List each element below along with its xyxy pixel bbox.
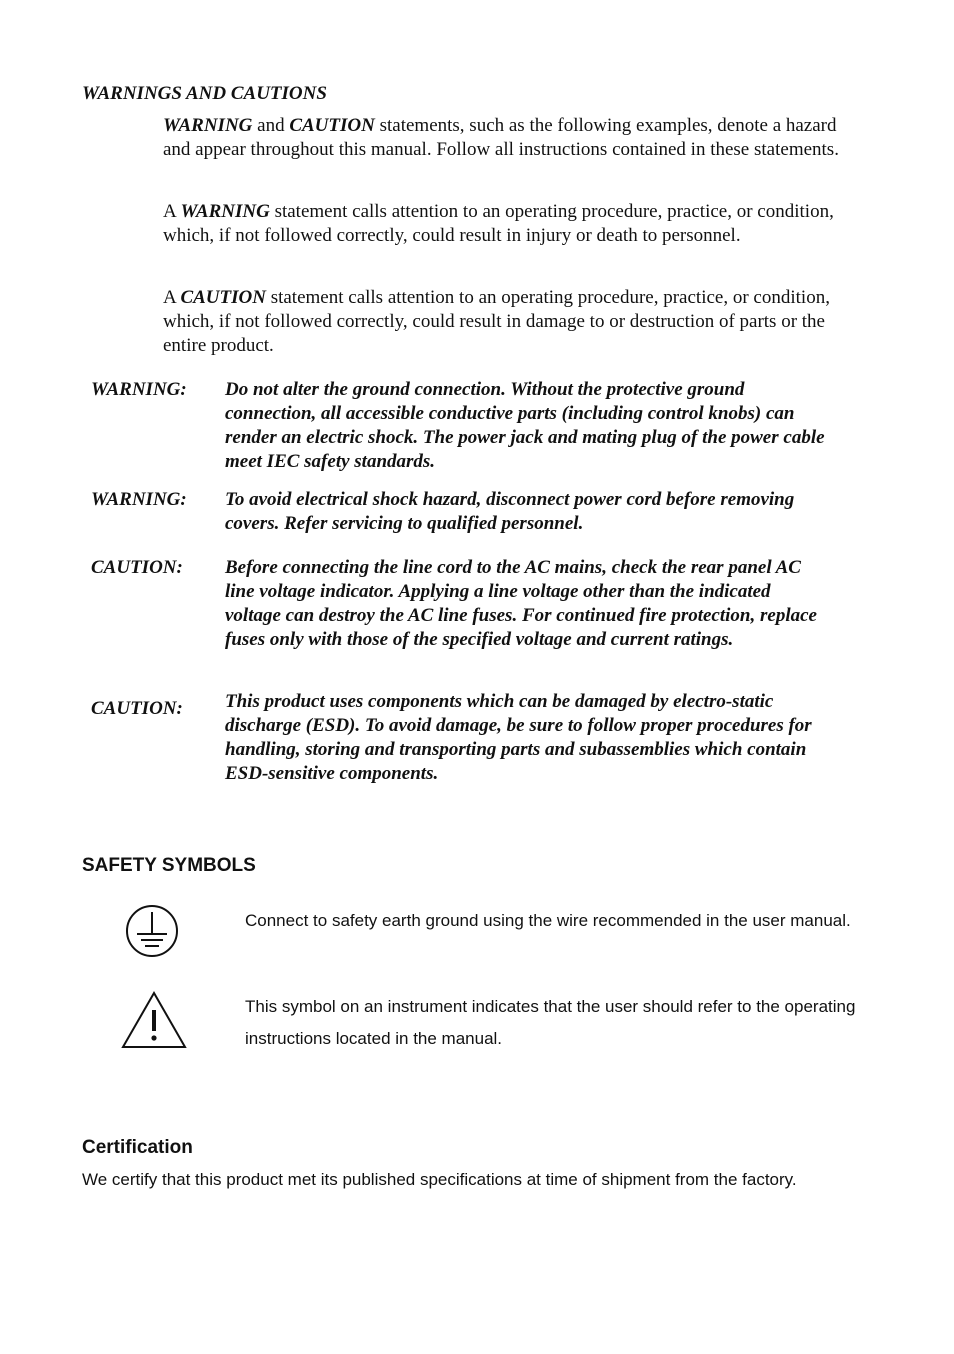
note-text: This product uses components which can be damaged by electro-static discharge (ESD). To avoid damage, be sure to follow proper procedures for handling, storing and transporting parts and subassemblies which contain ESD-sensitive components. — [225, 691, 812, 784]
earth-ground-description: Connect to safety earth ground using the wire recommended in the user manual. — [245, 911, 851, 930]
safety-symbols-heading: SAFETY SYMBOLS — [82, 855, 256, 876]
earth-ground-icon — [124, 904, 182, 964]
certification-text: We certify that this product met its published specifications at time of shipment from the factory. — [82, 1170, 797, 1189]
intro-paragraph — [163, 114, 868, 162]
note-text: Do not alter the ground connection. Without the protective ground connection, all accessible conductive parts (including control knobs) can render an electric shock. The power jack and mating plug of the power cable meet IEC safety standards. — [225, 379, 825, 472]
note-label: CAUTION: — [91, 698, 183, 719]
caution-def-a: A — [163, 287, 181, 308]
warning-symbol-description: This symbol on an instrument indicates that the user should refer to the operating instructions located in the manual. — [245, 997, 856, 1048]
note-label: WARNING: — [91, 379, 187, 400]
note-text: Before connecting the line cord to the AC mains, check the rear panel AC line voltage indicator. Applying a line voltage other than the indicated voltage can destroy the AC line fuses. For continued fire protection, replace fuses only with those of the specified voltage and current ratings. — [225, 557, 817, 650]
warning-def-rest: statement calls attention to an operating procedure, practice, or condition, which, if not followed correctly, could result in injury or death to personnel. — [163, 201, 834, 246]
caution-definition — [163, 286, 868, 358]
warning-definition — [163, 200, 868, 248]
warning-def-a: A — [163, 201, 181, 222]
certification-heading: Certification — [82, 1137, 193, 1158]
intro-word-caution: CAUTION — [289, 115, 375, 136]
note-label: CAUTION: — [91, 557, 183, 578]
note-label: WARNING: — [91, 489, 187, 510]
intro-and: and — [252, 115, 290, 136]
warning-def-word: WARNING — [180, 201, 270, 222]
intro-rest: statements, such as the following examples, denote a hazard and appear throughout this manual. Follow all instructions contained in these statements. — [163, 115, 839, 160]
caution-def-word: CAUTION — [180, 287, 266, 308]
caution-def-rest: statement calls attention to an operating procedure, practice, or condition, which, if not followed correctly, could result in damage to or destruction of parts or the entire product. — [163, 287, 830, 356]
intro-word-warning: WARNING — [163, 115, 253, 136]
warnings-heading: WARNINGS AND CAUTIONS — [82, 83, 327, 104]
note-text: To avoid electrical shock hazard, disconnect power cord before removing covers. Refer servicing to qualified personnel. — [225, 489, 795, 534]
warning-triangle-icon — [120, 990, 188, 1054]
